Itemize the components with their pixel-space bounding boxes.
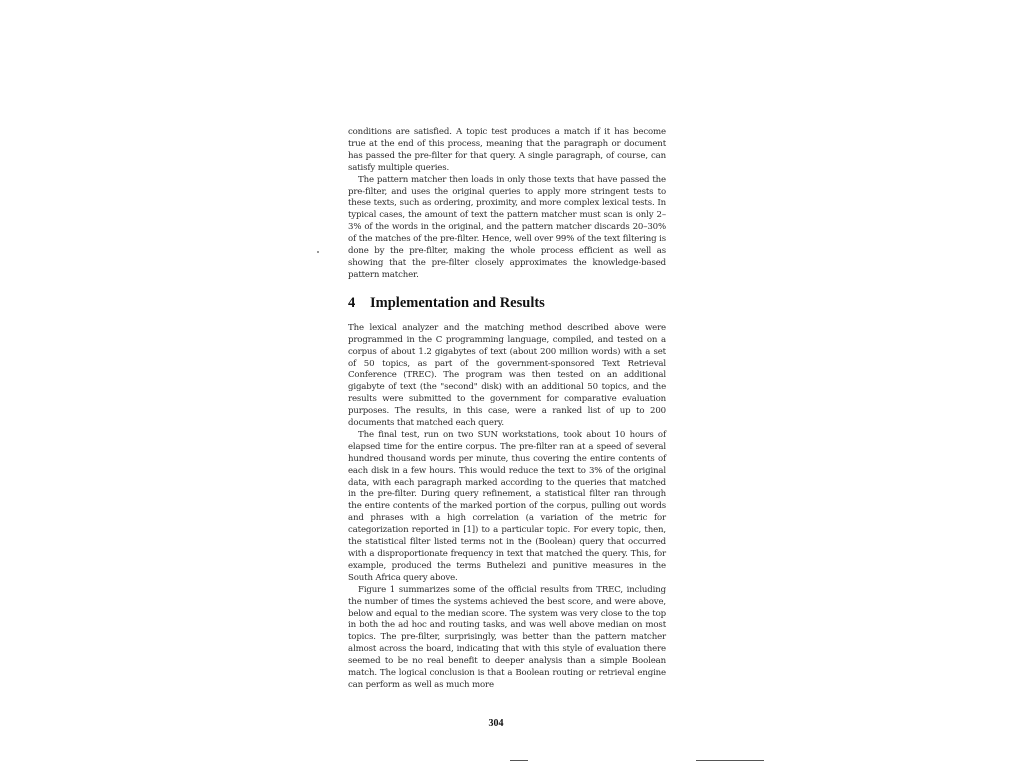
paragraph-trec-results: Figure 1 summarizes some of the official results from TREC, including the number of times the systems achieved the best score, and were above, below and equal to the median score. The system was very close to the top in both the ad hoc and routing tasks, and was well above median on most topics. The pre-filter, surprisingly, was better than the pattern matcher almost across the board, indicating that with this style of evaluation there seemed to be no real benefit to deeper analysis than a simple Boolean match. The logical conclusion is that a Boolean routing or retrieval engine can perform as well as much more (348, 584, 666, 690)
scan-edge-mark-left (510, 760, 528, 761)
scan-edge-mark-right (696, 760, 764, 761)
page-number: 304 (488, 718, 504, 729)
section-heading (348, 295, 666, 312)
section-number: 4 (348, 294, 356, 311)
paper-page-body (348, 127, 666, 692)
paragraph-final-test: The final test, run on two SUN workstations, took about 10 hours of elapsed time for the entire corpus. The pre-filter ran at a speed of several hundred thousand words per minute, thus covering the entire contents of each disk in a few hours. This would reduce the text to 3% of the original data, with each paragraph marked according to the queries that matched in the pre-filter. During query refinement, a statistical filter ran through the entire contents of the marked portion of the corpus, pulling out words and phrases with a high correlation (a variation of the metric for categorization reported in [1]) to a particular topic. For every topic, then, the statistical filter listed terms not in the (Boolean) query that occurred with a disproportionate frequency in text that matched the query. This, for example, produced the terms Buthelezi and punitive measures in the South Africa query above. (348, 429, 666, 583)
paragraph-query-conditions: conditions are satisfied. A topic test produces a match if it has become true at the end of this process, meaning that the paragraph or document has passed the pre-filter for that query. A single paragraph, of course, can satisfy multiple queries. (348, 127, 666, 173)
paragraph-pattern-matcher: The pattern matcher then loads in only those texts that have passed the pre-filter, and uses the original queries to apply more stringent tests to these texts, such as ordering, proximity, and more complex lexical tests. In typical cases, the amount of text the pattern matcher must scan is only 2–3% of the words in the original, and the pattern matcher discards 20–30% of the matches of the pre-filter. Hence, well over 99% of the text filtering is done by the pre-filter, making the whole process efficient as well as showing that the pre-filter closely approximates the knowledge-based pattern matcher. (348, 174, 666, 280)
paragraph-implementation: The lexical analyzer and the matching method described above were programmed in the C programming language, compiled, and tested on a corpus of about 1.2 gigabytes of text (about 200 million words) with a set of 50 topics, as part of the government-sponsored Text Retrieval Conference (TREC). The program was then tested on an additional gigabyte of text (the "second" disk) with an additional 50 topics, and the results were submitted to the government for comparative evaluation purposes. The results, in this case, were a ranked list of up to 200 documents that matched each query. (348, 322, 666, 429)
section-title: Implementation and Results (370, 294, 545, 311)
scan-speck (317, 251, 319, 253)
